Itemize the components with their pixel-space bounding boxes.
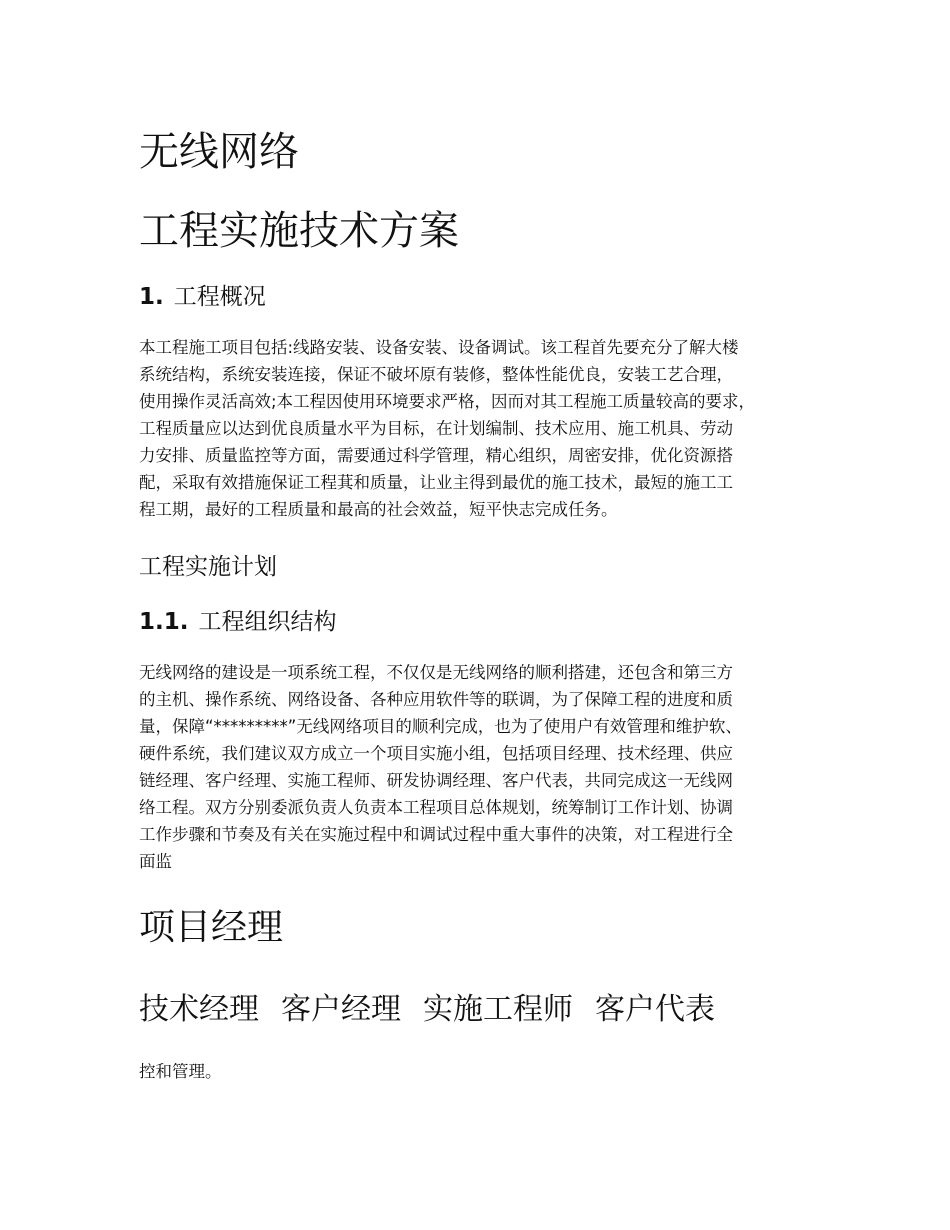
org-chart-role: 实施工程师 xyxy=(423,992,573,1027)
paragraph-line: 面监 xyxy=(139,852,172,871)
org-chart-role: 客户代表 xyxy=(595,992,715,1027)
section-1-title: 工程概况 xyxy=(173,284,266,310)
paragraph-line: 络工程。双方分别委派负责人负责本工程项目总体规划，统筹制订工作计划、协调 xyxy=(139,798,733,817)
paragraph-line: 工作步骤和节奏及有关在实施过程中和调试过程中重大事件的决策，对工程进行全 xyxy=(139,825,733,844)
paragraph-line: 使用操作灵活高效;本工程因使用环境要求严格，因而对其工程施工质量较高的要求， xyxy=(139,392,756,411)
section-1-number: 1. xyxy=(139,284,164,310)
paragraph-line: 力安排、质量监控等方面，需要通过科学管理，精心组织，周密安排，优化资源搭 xyxy=(139,446,733,465)
section-1-1-number: 1.1. xyxy=(139,609,189,635)
section-1-1-heading xyxy=(139,607,336,637)
section-1-heading xyxy=(139,282,266,312)
plan-heading: 工程实施计划 xyxy=(139,554,277,580)
paragraph-line: 配，采取有效措施保证工程萁和质量，让业主得到最优的施工技术，最短的施工工 xyxy=(139,473,733,492)
org-chart-top-role: 项目经理 xyxy=(139,907,284,948)
section-1-paragraph xyxy=(139,334,755,523)
org-chart-role-row xyxy=(139,990,715,1030)
paragraph-line: 的主机、操作系统、网络设备、各种应用软件等的联调，为了保障工程的进度和质 xyxy=(139,690,733,709)
paragraph-line: 本工程施工项目包括:线路安装、设备安装、设备调试。该工程首先要充分了解大楼 xyxy=(139,338,739,357)
tail-text: 控和管理。 xyxy=(139,1062,222,1081)
paragraph-line: 工程质量应以达到优良质量水平为目标，在计划编制、技术应用、施工机具、劳动 xyxy=(139,419,733,438)
paragraph-line: 无线网络的建设是一项系统工程，不仅仅是无线网络的顺利搭建，还包含和第三方 xyxy=(139,663,733,682)
document-title-line-2: 工程实施技术方案 xyxy=(139,208,459,254)
org-chart-role: 客户经理 xyxy=(281,992,401,1027)
paragraph-line: 链经理、客户经理、实施工程师、研发协调经理、客户代表，共同完成这一无线网 xyxy=(139,771,733,790)
org-chart-role: 技术经理 xyxy=(139,992,259,1027)
paragraph-line: 系统结构，系统安装连接，保证不破坏原有装修，整体性能优良，安装工艺合理， xyxy=(139,365,733,384)
paragraph-line: 量，保障“*********”无线网络项目的顺利完成，也为了使用户有效管理和维护软、 xyxy=(139,717,742,736)
section-1-1-paragraph xyxy=(139,659,742,875)
section-1-1-title: 工程组织结构 xyxy=(198,609,337,635)
paragraph-line: 程工期，最好的工程质量和最高的社会效益，短平快志完成任务。 xyxy=(139,500,618,519)
document-title-line-1: 无线网络 xyxy=(139,129,299,175)
paragraph-line: 硬件系统，我们建议双方成立一个项目实施小组，包括项目经理、技术经理、供应 xyxy=(139,744,733,763)
